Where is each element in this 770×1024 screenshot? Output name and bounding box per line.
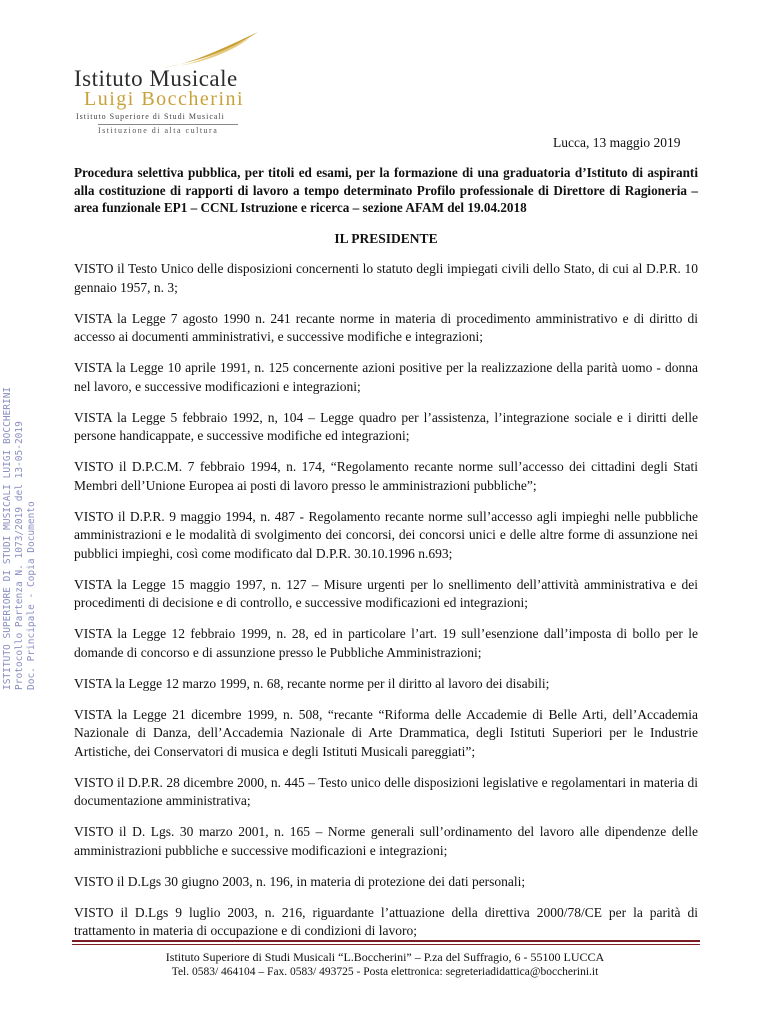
paragraph: VISTA la Legge 10 aprile 1991, n. 125 concernente azioni positive per la realizzazione della parità uomo - donna nel lavoro, e successive modificazioni e integrazioni; [74,360,698,394]
logo-tagline: Istituzione di alta cultura [98,126,219,135]
gold-swoosh-icon [160,30,260,70]
logo-title: Istituto Musicale [74,66,238,91]
paragraph: VISTA la Legge 15 maggio 1997, n. 127 – Misure urgenti per lo snellimento dell’attività amministrativa e dei procedimenti di decisione e di controllo, e successive modificazioni ed integrazioni; [74,576,698,610]
section-heading: IL PRESIDENTE [334,231,438,246]
paragraph: VISTA la Legge 5 febbraio 1992, n, 104 – Legge quadro per l’assistenza, l’integrazione sociale e i diritti delle persone handicappate, e successive modifiche ed integrazioni; [74,409,698,443]
protocol-stamp [2,310,38,690]
logo-subtitle: Istituto Superiore di Studi Musicali [76,112,225,121]
document-subject: Procedura selettiva pubblica, per titoli ed esami, per la formazione di una graduatoria d’Istituto di aspiranti alla costituzione di rapporti di lavoro a tempo determinato Profilo professionale di Direttore di Ragioneria – area funzionale EP1 – CCNL Istruzione e ricerca – sezione AFAM del 19.04.2018 [74,165,698,215]
document-body [74,260,698,953]
footer-divider [72,944,700,945]
paragraph: VISTO il D.Lgs 9 luglio 2003, n. 216, riguardante l’attuazione della direttiva 2000/78/CE per la parità di trattamento in materia di occupazione e di condizioni di lavoro; [74,904,698,938]
protocol-stamp-line-2: Protocollo Partenza N. 1073/2019 del 13-05-2019 [14,421,25,690]
paragraph: VISTO il Testo Unico delle disposizioni concernenti lo statuto degli impiegati civili dello Stato, di cui al D.P.R. 10 gennaio 1957, n. 3; [74,261,698,295]
document-date: Lucca, 13 maggio 2019 [553,135,681,150]
protocol-stamp-line-3: Doc. Principale - Copia Documento [26,501,37,690]
paragraph: VISTO il D.P.R. 28 dicembre 2000, n. 445 – Testo unico delle disposizioni legislative e regolamentari in materia di documentazione amministrativa; [74,774,698,808]
paragraph: VISTA la Legge 12 marzo 1999, n. 68, recante norme per il diritto al lavoro dei disabili; [74,675,550,691]
logo-name: Luigi Boccherini [84,88,245,110]
paragraph: VISTO il D.P.C.M. 7 febbraio 1994, n. 174, “Regolamento recante norme sull’accesso dei cittadini degli Stati Membri dell’Unione Europea ai posti di lavoro presso le amministrazioni pubbliche”; [74,459,698,493]
protocol-stamp-line-1: ISTITUTO SUPERIORE DI STUDI MUSICALI LUIGI BOCCHERINI [2,386,13,690]
footer-address: Istituto Superiore di Studi Musicali “L.Boccherini” – P.za del Suffragio, 6 - 55100 LUCCA [165,950,605,964]
footer-contacts: Tel. 0583/ 464104 – Fax. 0583/ 493725 - Posta elettronica: segreteriadidattica@boccherini.it [171,966,599,978]
footer-divider [72,940,700,942]
institute-logo [70,30,270,140]
paragraph: VISTO il D.Lgs 30 giugno 2003, n. 196, in materia di protezione dei dati personali; [74,873,526,889]
paragraph: VISTA la Legge 12 febbraio 1999, n. 28, ed in particolare l’art. 19 sull’esenzione dall’imposta di bollo per le domande di concorso e di assunzione presso le Pubbliche Amministrazioni; [74,626,698,660]
paragraph: VISTA la Legge 21 dicembre 1999, n. 508, “recante “Riforma delle Accademie di Belle Arti, dell’Accademia Nazionale di Danza, dell’Accademia Nazionale di Arte Drammatica, degli Istituti Superiori per le Industrie Artistiche, dei Conservatori di musica e degli Istituti Musicali pareggiati”; [74,706,698,759]
logo-divider [98,124,238,125]
paragraph: VISTA la Legge 7 agosto 1990 n. 241 recante norme in materia di procedimento amministrativo e di diritto di accesso ai documenti amministrativi, e successive modifiche e integrazioni; [74,310,698,344]
paragraph: VISTO il D. Lgs. 30 marzo 2001, n. 165 – Norme generali sull’ordinamento del lavoro alle dipendenze delle amministrazioni pubbliche e successive modificazioni e integrazioni; [74,824,698,858]
paragraph: VISTO il D.P.R. 9 maggio 1994, n. 487 - Regolamento recante norme sull’accesso agli impieghi nelle pubbliche amministrazioni e le modalità di svolgimento dei concorsi, dei concorsi unici e delle altre forme di assunzione nei pubblici impieghi, così come modificato dal D.P.R. 30.10.1996 n.693; [74,508,698,561]
